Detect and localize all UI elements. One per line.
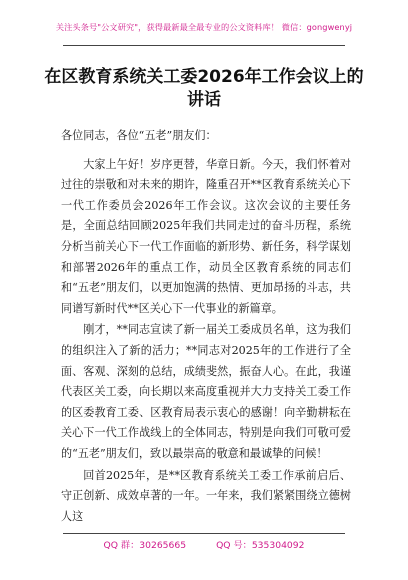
header-promo-note: 关注头条号"公文研究"，获得最新最全最专业的公文资料库！ 微信：gongwenyj (55, 22, 353, 32)
header-divider (63, 45, 345, 46)
footer-qq-number: QQ 号：535304092 (216, 540, 305, 551)
paragraph-thanks: 刚才，**同志宣读了新一届关工委成员名单，这为我们的组织注入了新的活力；**同志对2025年的工作进行了全面、客观、深刻的总结，成绩斐然，振奋人心。在此，我谨代表区关工委，向长期以来高度重视并大力支持关工委工作的区委教育工委、区教育局表示衷心的感谢！向辛勤耕耘在关心下一代工作战线上的全体同志，特别是向我们可敬可爱的“五老”朋友们，致以最崇高的敬意和最诚挚的问候！ (61, 323, 351, 460)
document-title: 在区教育系统关工委2026年工作会议上的讲话 (44, 67, 364, 110)
salutation: 各位同志，各位“五老”朋友们： (61, 129, 217, 142)
footer-qq-group: QQ 群：30265665 (103, 540, 187, 551)
paragraph-review: 回首2025年，是**区教育系统关工委工作承前启后、守正创新、成效卓著的一年。一年来，我们紧紧围绕立德树人这 (61, 468, 351, 523)
footer-contact (0, 537, 408, 551)
paragraph-opening: 大家上午好！岁序更替，华章日新。今天，我们怀着对过往的崇敬和对未来的期许，隆重召开**区教育系统关心下一代工作委员会2026年工作会议。这次会议的主要任务是，全面总结回顾2025年我们共同走过的奋斗历程，系统分析当前关心下一代工作面临的新形势、新任务，科学谋划和部署2026年的重点工作，动员全区教育系统的同志们和“五老”朋友们，以更加饱满的热情、更加昂扬的斗志，共同谱写新时代**区关心下一代事业的新篇章。 (61, 157, 351, 315)
document-body (61, 126, 351, 527)
footer-divider (63, 533, 345, 534)
